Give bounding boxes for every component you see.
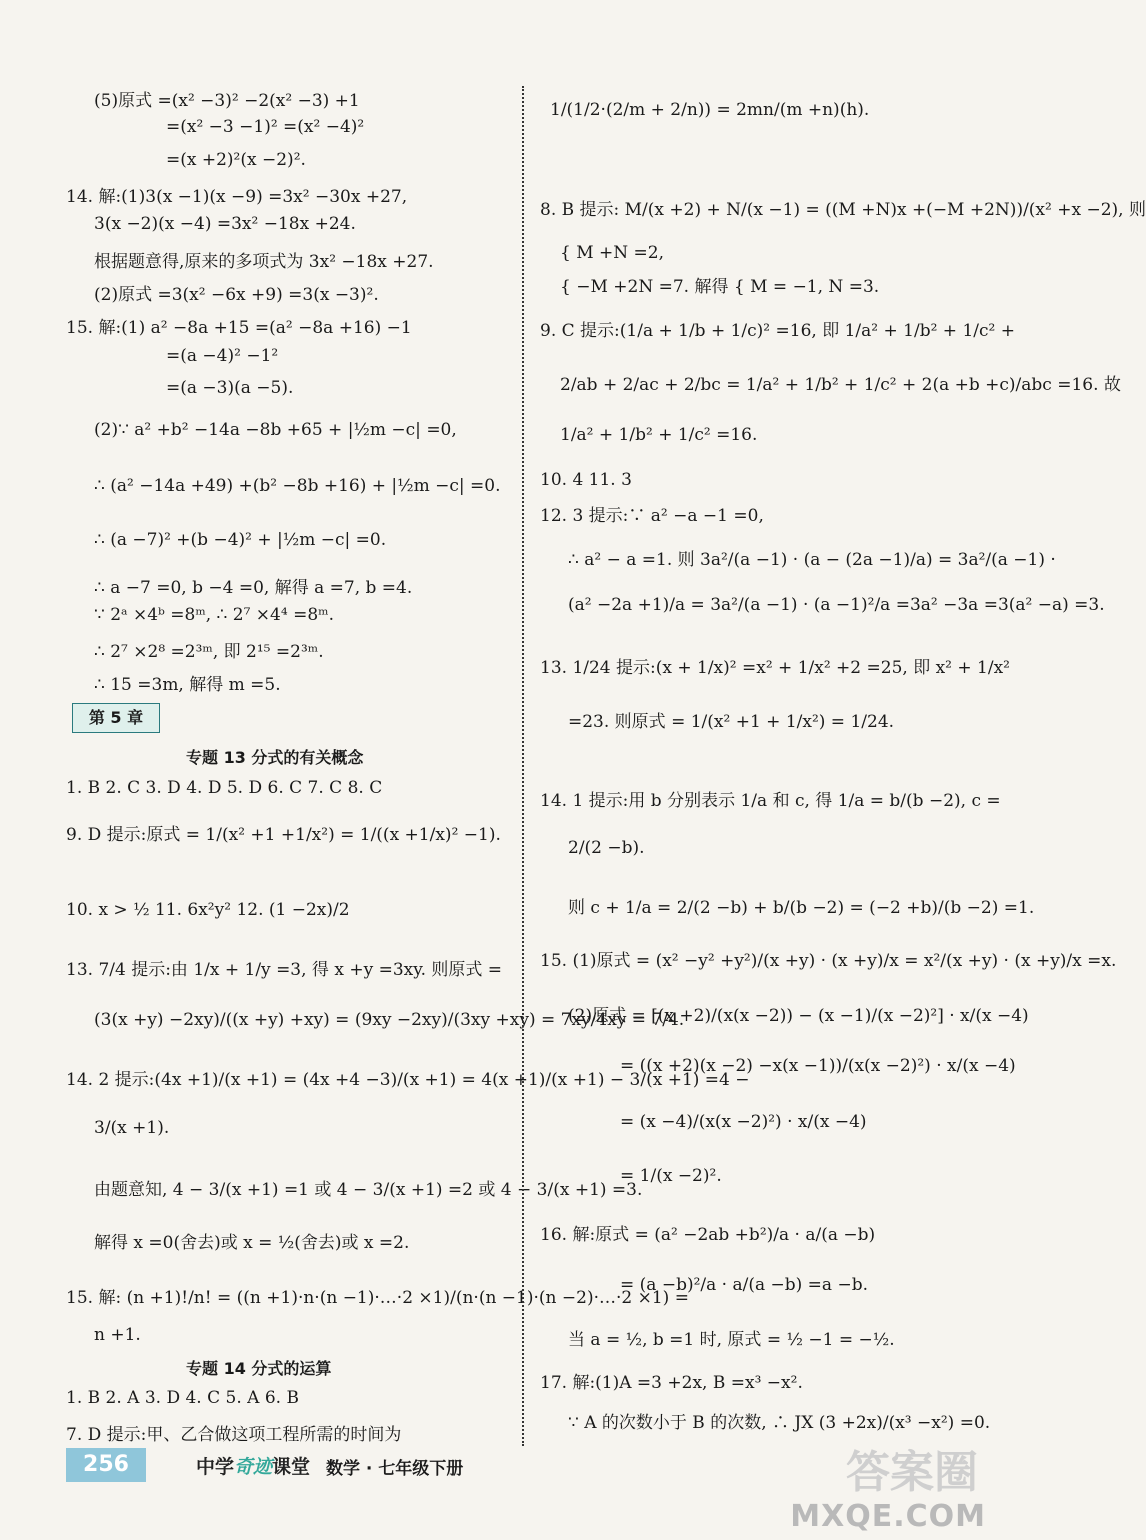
column-divider [522, 86, 524, 1446]
answer-line-right-3: { −M +2N =7. 解得 { M = −1, N =3. [560, 277, 880, 297]
answer-line-left-21: (3(x +y) −2xy)/((x +y) +xy) = (9xy −2xy)/(3xy +xy) = 7xy/4xy = 7/4. [94, 1010, 685, 1030]
answer-line-left-28: 1. B 2. A 3. D 4. C 5. A 6. B [66, 1388, 299, 1408]
answer-line-left-10: (2)∵ a² +b² −14a −8b +65 + |½m −c| =0, [94, 420, 457, 440]
answer-line-right-19: = (x −4)/(x(x −2)²) · x/(x −4) [620, 1112, 867, 1132]
answer-line-left-17: 1. B 2. C 3. D 4. D 5. D 6. C 7. C 8. C [66, 778, 383, 798]
answer-line-right-0: 1/(1/2·(2/m + 2/n)) = 2mn/(m +n)(h). [550, 100, 870, 120]
answer-line-right-9: ∴ a² − a =1. 则 3a²/(a −1) · (a − (2a −1)/a) = 3a²/(a −1) · [568, 550, 1056, 570]
subject-label: 数学 · 七年级下册 [326, 1459, 464, 1479]
answer-line-left-27: n +1. [94, 1325, 141, 1345]
answer-line-left-23: 3/(x +1). [94, 1118, 170, 1138]
answer-line-right-10: (a² −2a +1)/a = 3a²/(a −1) · (a −1)²/a =3a² −3a =3(a² −a) =3. [568, 595, 1105, 615]
answer-line-left-8: =(a −4)² −1² [166, 346, 279, 366]
brand-prefix: 中学 [196, 1456, 235, 1478]
answer-line-right-23: 当 a = ½, b =1 时, 原式 = ½ −1 = −½. [568, 1330, 895, 1350]
watermark-logo [756, 1444, 986, 1534]
answer-line-left-11: ∴ (a² −14a +49) +(b² −8b +16) + |½m −c| =0. [94, 476, 501, 496]
page-number: 256 [66, 1448, 146, 1482]
answer-line-right-24: 17. 解:(1)A =3 +2x, B =x³ −x². [540, 1373, 803, 1393]
answer-line-right-17: (2)原式 = [(x +2)/(x(x −2)) − (x −1)/(x −2)²] · x/(x −4) [568, 1006, 1029, 1026]
answer-line-left-29: 7. D 提示:甲、乙合做这项工程所需的时间为 [66, 1425, 402, 1445]
brand-suffix: 课堂 [272, 1456, 311, 1478]
answer-line-left-3: 14. 解:(1)3(x −1)(x −9) =3x² −30x +27, [66, 187, 408, 207]
answer-line-left-25: 解得 x =0(舍去)或 x = ½(舍去)或 x =2. [94, 1233, 410, 1253]
watermark-title: 答案圈 [846, 1447, 978, 1498]
answer-line-left-15: ∴ 2⁷ ×2⁸ =2³ᵐ, 即 2¹⁵ =2³ᵐ. [94, 642, 324, 662]
answer-line-left-20: 13. 7/4 提示:由 1/x + 1/y =3, 得 x +y =3xy. 则原式 = [66, 960, 503, 980]
answer-line-left-16: ∴ 15 =3m, 解得 m =5. [94, 675, 281, 695]
section-title-1: 专题 14 分式的运算 [186, 1359, 332, 1378]
answer-line-right-12: =23. 则原式 = 1/(x² +1 + 1/x²) = 1/24. [568, 712, 895, 732]
section-title-0: 专题 13 分式的有关概念 [186, 748, 364, 767]
chapter-label: 第 5 章 [72, 703, 160, 733]
watermark-url: MXQE.COM [790, 1499, 986, 1534]
answer-line-right-5: 2/ab + 2/ac + 2/bc = 1/a² + 1/b² + 1/c² + 2(a +b +c)/abc =16. 故 [560, 375, 1121, 395]
answer-line-left-4: 3(x −2)(x −4) =3x² −18x +24. [94, 214, 356, 234]
answer-line-left-5: 根据题意得,原来的多项式为 3x² −18x +27. [94, 252, 434, 272]
answer-line-right-15: 则 c + 1/a = 2/(2 −b) + b/(b −2) = (−2 +b)/(b −2) =1. [568, 898, 1035, 918]
answer-line-left-6: (2)原式 =3(x² −6x +9) =3(x −3)². [94, 285, 379, 305]
answer-line-right-7: 10. 4 11. 3 [540, 470, 632, 490]
answer-line-right-18: = ((x +2)(x −2) −x(x −1))/(x(x −2)²) · x/(x −4) [620, 1056, 1016, 1076]
answer-line-left-9: =(a −3)(a −5). [166, 378, 294, 398]
answer-line-right-13: 14. 1 提示:用 b 分别表示 1/a 和 c, 得 1/a = b/(b −2), c = [540, 791, 1001, 811]
answer-line-left-26: 15. 解: (n +1)!/n! = ((n +1)·n·(n −1)·…·2 ×1)/(n·(n −1)·(n −2)·…·2 ×1) = [66, 1288, 689, 1308]
answer-line-left-18: 9. D 提示:原式 = 1/(x² +1 +1/x²) = 1/((x +1/x)² −1). [66, 825, 501, 845]
answer-line-left-12: ∴ (a −7)² +(b −4)² + |½m −c| =0. [94, 530, 387, 550]
answer-line-left-22: 14. 2 提示:(4x +1)/(x +1) = (4x +4 −3)/(x +1) = 4(x +1)/(x +1) − 3/(x +1) =4 − [66, 1070, 750, 1090]
answer-line-right-25: ∵ A 的次数小于 B 的次数, ∴ JX (3 +2x)/(x³ −x²) =0. [568, 1413, 991, 1433]
answer-line-left-2: =(x +2)²(x −2)². [166, 150, 306, 170]
page-footer [66, 1446, 486, 1486]
answer-line-left-19: 10. x > ½ 11. 6x²y² 12. (1 −2x)/2 [66, 900, 350, 920]
answer-line-right-16: 15. (1)原式 = (x² −y² +y²)/(x +y) · (x +y)/x = x²/(x +y) · (x +y)/x =x. [540, 951, 1117, 971]
right-column [540, 0, 1146, 1540]
answer-line-left-13: ∴ a −7 =0, b −4 =0, 解得 a =7, b =4. [94, 578, 413, 598]
answer-line-left-0: (5)原式 =(x² −3)² −2(x² −3) +1 [94, 91, 360, 111]
answer-line-right-11: 13. 1/24 提示:(x + 1/x)² =x² + 1/x² +2 =25, 即 x² + 1/x² [540, 658, 1010, 678]
answer-line-right-4: 9. C 提示:(1/a + 1/b + 1/c)² =16, 即 1/a² + 1/b² + 1/c² + [540, 321, 1015, 341]
answer-line-right-20: = 1/(x −2)². [620, 1166, 722, 1186]
brand-highlight: 奇迹 [234, 1456, 273, 1478]
answer-line-right-21: 16. 解:原式 = (a² −2ab +b²)/a · a/(a −b) [540, 1225, 876, 1245]
answer-line-right-1: 8. B 提示: M/(x +2) + N/(x −1) = ((M +N)x +(−M +2N))/(x² +x −2), 则 [540, 200, 1146, 220]
answer-line-right-6: 1/a² + 1/b² + 1/c² =16. [560, 425, 758, 445]
answer-line-left-24: 由题意知, 4 − 3/(x +1) =1 或 4 − 3/(x +1) =2 或 4 − 3/(x +1) =3. [94, 1180, 643, 1200]
answer-line-right-8: 12. 3 提示:∵ a² −a −1 =0, [540, 506, 764, 526]
answer-line-left-1: =(x² −3 −1)² =(x² −4)² [166, 117, 365, 137]
answer-line-left-14: ∵ 2ᵃ ×4ᵇ =8ᵐ, ∴ 2⁷ ×4⁴ =8ᵐ. [94, 605, 334, 625]
book-brand [196, 1452, 310, 1479]
answer-line-right-2: { M +N =2, [560, 243, 665, 263]
answer-line-right-14: 2/(2 −b). [568, 838, 645, 858]
answer-line-right-22: = (a −b)²/a · a/(a −b) =a −b. [620, 1275, 868, 1295]
answer-line-left-7: 15. 解:(1) a² −8a +15 =(a² −8a +16) −1 [66, 318, 412, 338]
